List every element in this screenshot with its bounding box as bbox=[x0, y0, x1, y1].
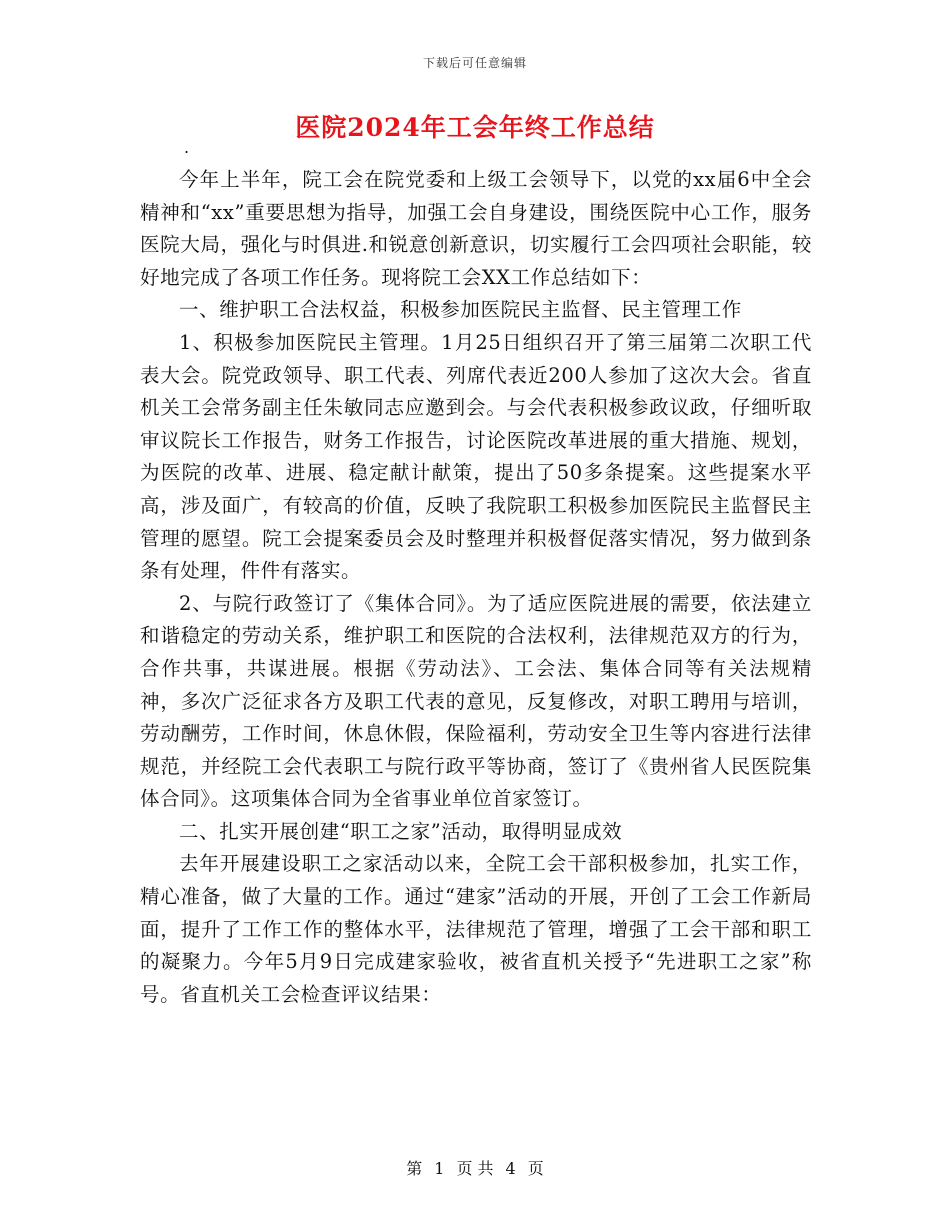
header-note: 下载后可任意编辑 bbox=[422, 56, 527, 70]
section-heading-1: 一、维护职工合法权益，积极参加医院民主监督、民主管理工作 bbox=[179, 298, 742, 322]
stray-dot: . bbox=[184, 138, 190, 157]
document-title: 医院2024年工会年终工作总结 bbox=[295, 113, 655, 142]
footer-suffix: 页 bbox=[527, 1159, 544, 1178]
paragraph-item-2: 2、与院行政签订了《集体合同》。为了适应医院进展的需要，依法建立和谐稳定的劳动关系，维护职工和医院的合法权利，法律规范双方的行为，合作共事，共谋进展。根据《劳动法》、工会法、集体合同等有关法规精神，多次广泛征求各方及职工代表的意见，反复修改，对职工聘用与培训，劳动酬劳，工作时间，休息休假，保险福利，劳动安全卫生等内容进行法律规范，并经院工会代表职工与院行政平等协商，签订了《贵州省人民医院集体合同》。这项集体合同为全省事业单位首家签订。 bbox=[140, 591, 812, 811]
footer-page-number: 1 bbox=[434, 1159, 445, 1178]
paragraph-intro: 今年上半年，院工会在院党委和上级工会领导下，以党的xx届6中全会精神和“xx”重要思想为指导，加强工会自身建设，围绕医院中心工作，服务医院大局，强化与时俱进.和锐意创新意识，切实履行工会四项社会职能，较好地完成了各项工作任务。现将院工会XX工作总结如下： bbox=[140, 168, 812, 289]
page-footer bbox=[0, 1156, 950, 1179]
document-body bbox=[140, 164, 812, 1011]
footer-mid: 页 共 bbox=[456, 1159, 494, 1178]
footer-total-pages: 4 bbox=[505, 1159, 516, 1178]
paragraph-section-2: 去年开展建设职工之家活动以来，全院工会干部积极参加，扎实工作，精心准备，做了大量的工作。通过“建家”活动的开展，开创了工会工作新局面，提升了工作工作的整体水平，法律规范了管理，增强了工会干部和职工的凝聚力。今年5月9日完成建家验收，被省直机关授予“先进职工之家”称号。省直机关工会检查评议结果： bbox=[140, 852, 812, 1006]
section-heading-2: 二、扎实开展创建“职工之家”活动，取得明显成效 bbox=[179, 819, 623, 843]
footer-prefix: 第 bbox=[406, 1159, 423, 1178]
paragraph-item-1: 1、积极参加医院民主管理。1月25日组织召开了第三届第二次职工代表大会。院党政领导、职工代表、列席代表近200人参加了这次大会。省直机关工会常务副主任朱敏同志应邀到会。与会代表积极参政议政，仔细听取审议院长工作报告，财务工作报告，讨论医院改革进展的重大措施、规划，为医院的改革、进展、稳定献计献策，提出了50多条提案。这些提案水平高，涉及面广，有较高的价值，反映了我院职工积极参加医院民主监督民主管理的愿望。院工会提案委员会及时整理并积极督促落实情况，努力做到条条有处理，件件有落实。 bbox=[140, 330, 812, 583]
